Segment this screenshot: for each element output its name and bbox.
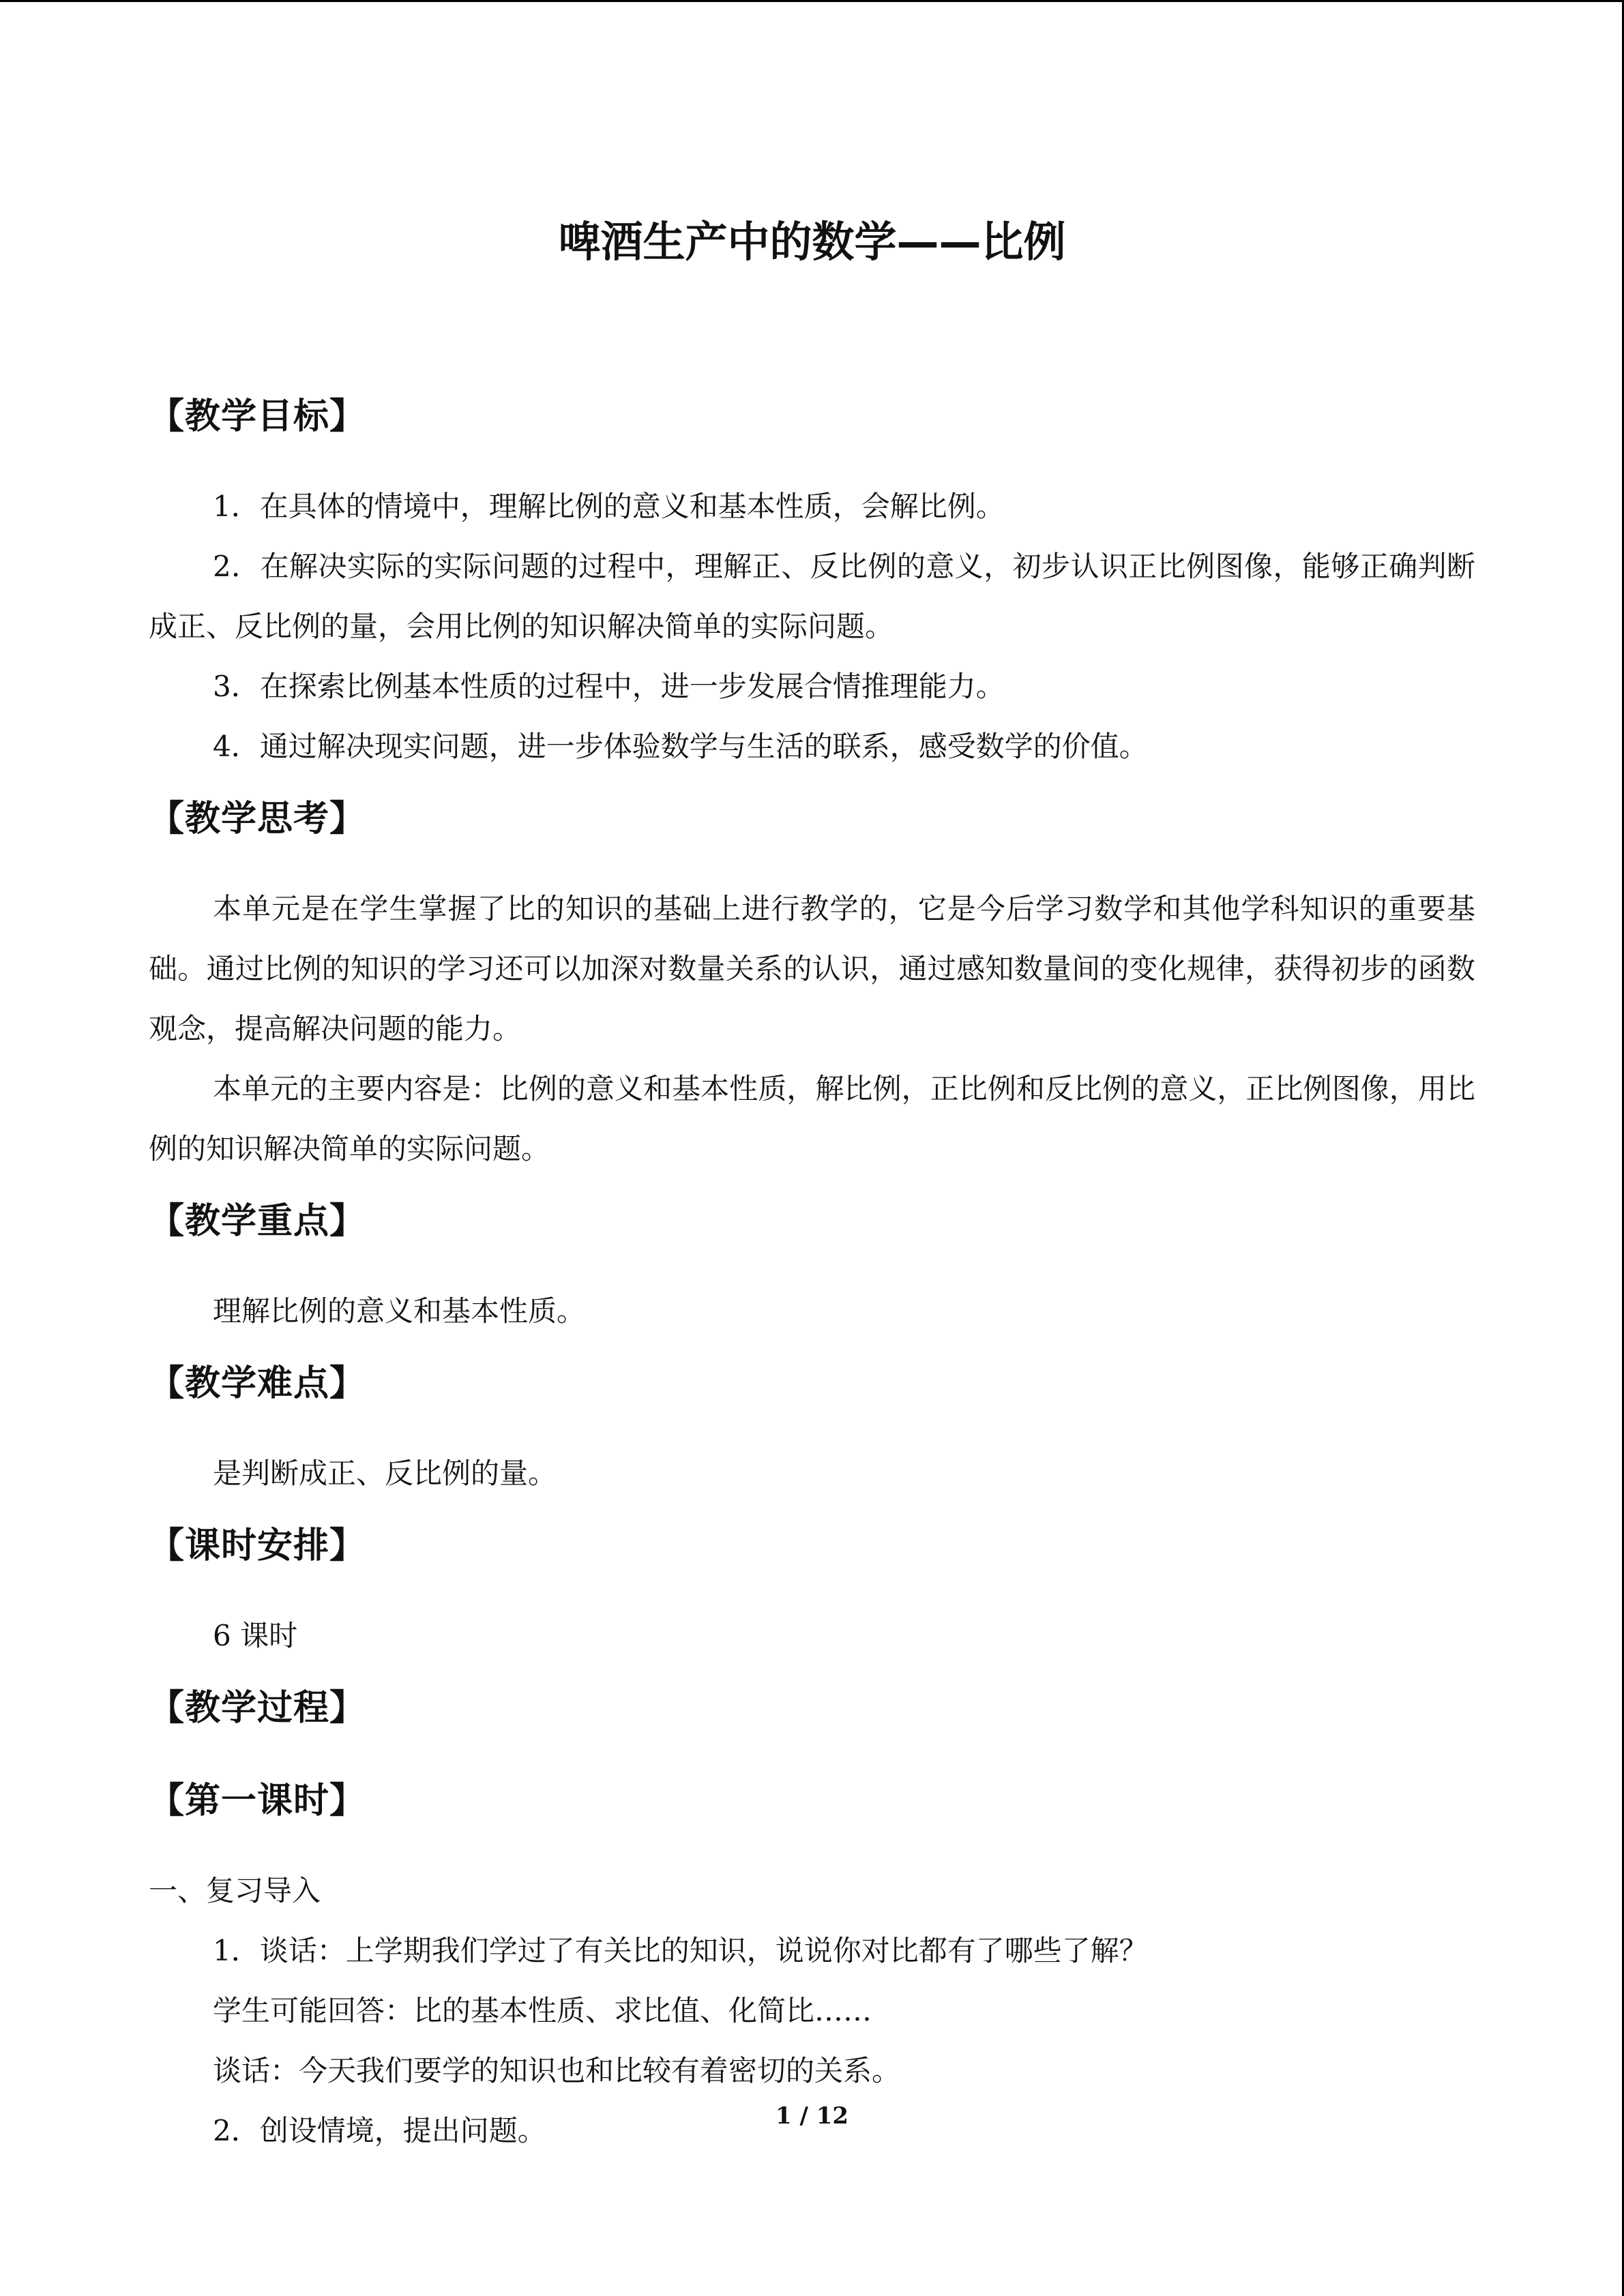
section-heading-objectives: 【教学目标】 — [149, 396, 366, 437]
objective-item: 4．通过解决现实问题，进一步体验数学与生活的联系，感受数学的价值。 — [213, 730, 1148, 763]
page-number: 1 / 12 — [775, 2102, 849, 2130]
document-title: 啤酒生产中的数学——比例 — [558, 217, 1066, 267]
document-body — [149, 384, 1475, 2161]
objective-item: 2．在解决实际的实际问题的过程中，理解正、反比例的意义，初步认识正比例图像，能够正确判断成正、反比例的量，会用比例的知识解决简单的实际问题。 — [149, 550, 1475, 643]
lesson1-line: 2．创设情境，提出问题。 — [213, 2114, 546, 2147]
section-heading-lesson1: 【第一课时】 — [149, 1780, 366, 1821]
difficulties-text: 是判断成正、反比例的量。 — [213, 1457, 557, 1490]
thinking-paragraph: 本单元的主要内容是：比例的意义和基本性质，解比例，正比例和反比例的意义，正比例图像，用比例的知识解决简单的实际问题。 — [149, 1072, 1475, 1165]
lesson1-line: 谈话：今天我们要学的知识也和比较有着密切的关系。 — [213, 2054, 901, 2087]
lesson1-line: 学生可能回答：比的基本性质、求比值、化简比…… — [213, 1994, 872, 2027]
thinking-paragraph: 本单元是在学生掌握了比的知识的基础上进行教学的，它是今后学习数学和其他学科知识的重要基础。通过比例的知识的学习还可以加深对数量关系的认识，通过感知数量间的变化规律，获得初步的函数观念，提高解决问题的能力。 — [149, 892, 1475, 1045]
section-heading-thinking: 【教学思考】 — [149, 799, 366, 839]
section-heading-difficulties: 【教学难点】 — [149, 1363, 366, 1404]
section-heading-key-points: 【教学重点】 — [149, 1201, 366, 1242]
section-heading-schedule: 【课时安排】 — [149, 1525, 366, 1566]
key-points-text: 理解比例的意义和基本性质。 — [213, 1294, 586, 1328]
schedule-text: 6 课时 — [213, 1619, 298, 1652]
objective-item: 3．在探索比例基本性质的过程中，进一步发展合情推理能力。 — [213, 670, 1005, 703]
lesson1-subheading: 一、复习导入 — [149, 1874, 321, 1907]
objective-item: 1．在具体的情境中，理解比例的意义和基本性质，会解比例。 — [213, 490, 1005, 523]
section-heading-process: 【教学过程】 — [149, 1688, 366, 1729]
lesson1-line: 1．谈话：上学期我们学过了有关比的知识，说说你对比都有了哪些了解？ — [213, 1934, 1148, 1967]
